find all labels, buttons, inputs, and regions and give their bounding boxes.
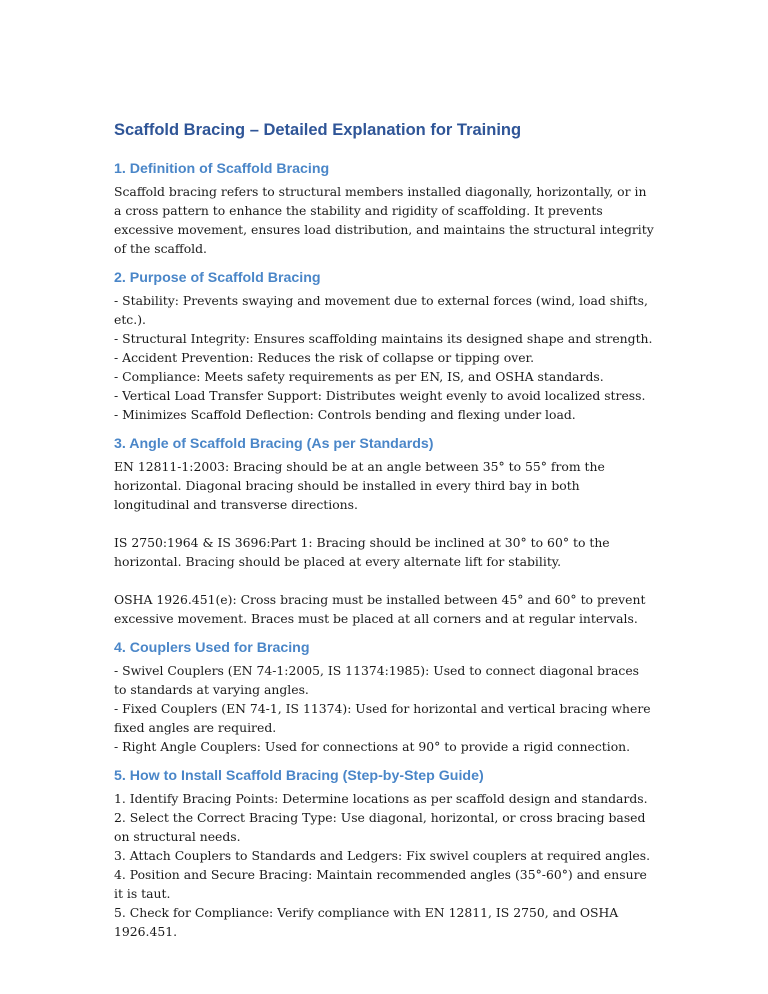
- install-step: 5. Check for Compliance: Verify compliance with EN 12811, IS 2750, and OSHA 1926.451.: [114, 905, 619, 939]
- purpose-item: - Compliance: Meets safety requirements as per EN, IS, and OSHA standards.: [114, 369, 604, 384]
- definition-paragraph: Scaffold bracing refers to structural members installed diagonally, horizontally, or in a cross pattern to enhance the stability and rigidity of scaffolding. It prevents excessive movement, ensures load distribution, and maintains the structural integrity of the scaffold.: [114, 184, 654, 256]
- section-heading: 3. Angle of Scaffold Bracing (As per Standards): [114, 436, 434, 452]
- install-step: 1. Identify Bracing Points: Determine locations as per scaffold design and standards.: [114, 791, 648, 806]
- coupler-item: - Swivel Couplers (EN 74-1:2005, IS 11374:1985): Used to connect diagonal braces to standards at varying angles.: [114, 663, 640, 697]
- install-step: 2. Select the Correct Bracing Type: Use diagonal, horizontal, or cross bracing based on structural needs.: [114, 810, 646, 844]
- section-definition: [114, 158, 654, 258]
- standard-en-paragraph: EN 12811-1:2003: Bracing should be at an angle between 35° to 55° from the horizontal. Diagonal bracing should be installed in every third bay in both longitudinal and transverse directions.: [114, 459, 605, 512]
- document-page: [114, 118, 654, 950]
- coupler-item: - Fixed Couplers (EN 74-1, IS 11374): Used for horizontal and vertical bracing where fixed angles are required.: [114, 701, 651, 735]
- section-purpose: [114, 267, 654, 424]
- install-step: 4. Position and Secure Bracing: Maintain recommended angles (35°-60°) and ensure it is taut.: [114, 867, 647, 901]
- section-couplers: [114, 637, 654, 756]
- purpose-item: - Vertical Load Transfer Support: Distributes weight evenly to avoid localized stress.: [114, 388, 646, 403]
- document-title: Scaffold Bracing – Detailed Explanation for Training: [114, 121, 522, 139]
- standard-is-paragraph: IS 2750:1964 & IS 3696:Part 1: Bracing should be inclined at 30° to 60° to the horizontal. Bracing should be placed at every alternate lift for stability.: [114, 535, 610, 569]
- purpose-item: - Accident Prevention: Reduces the risk of collapse or tipping over.: [114, 350, 535, 365]
- purpose-item: - Structural Integrity: Ensures scaffolding maintains its designed shape and strength.: [114, 331, 653, 346]
- section-install: [114, 765, 654, 941]
- standard-osha-paragraph: OSHA 1926.451(e): Cross bracing must be installed between 45° and 60° to prevent excessive movement. Braces must be placed at all corners and at regular intervals.: [114, 592, 646, 626]
- section-angle: [114, 433, 654, 628]
- purpose-item: - Stability: Prevents swaying and movement due to external forces (wind, load shifts, etc.).: [114, 293, 648, 327]
- section-heading: 1. Definition of Scaffold Bracing: [114, 161, 330, 177]
- section-heading: 4. Couplers Used for Bracing: [114, 640, 310, 656]
- section-heading: 5. How to Install Scaffold Bracing (Step-by-Step Guide): [114, 768, 484, 784]
- purpose-item: - Minimizes Scaffold Deflection: Controls bending and flexing under load.: [114, 407, 576, 422]
- install-step: 3. Attach Couplers to Standards and Ledgers: Fix swivel couplers at required angles.: [114, 848, 651, 863]
- coupler-item: - Right Angle Couplers: Used for connections at 90° to provide a rigid connection.: [114, 739, 631, 754]
- section-heading: 2. Purpose of Scaffold Bracing: [114, 270, 321, 286]
